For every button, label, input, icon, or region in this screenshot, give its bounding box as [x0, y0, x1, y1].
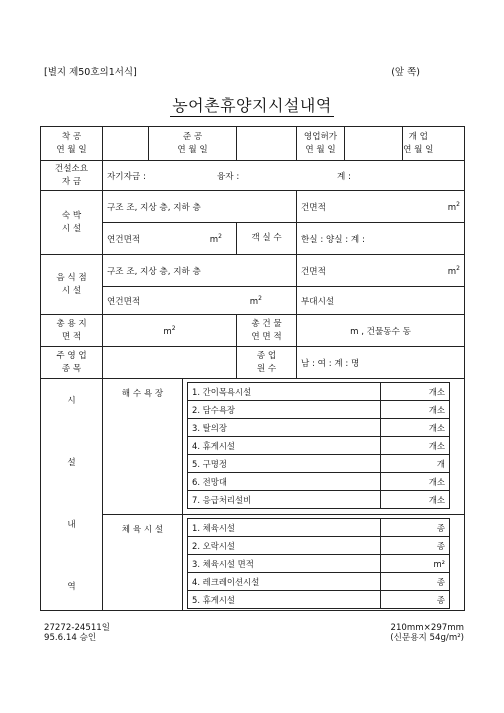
beach-item-name: 4. 휴게시설 [188, 437, 381, 455]
building-area-label: 총 건 물 연 면 적 [237, 315, 297, 347]
beach-item-unit: 개소 [381, 401, 450, 419]
employees-label: 종 업 원 수 [237, 347, 297, 379]
restaurant-label: 음 식 점 시 설 [41, 255, 103, 315]
beach-row[interactable] [188, 437, 450, 455]
funds-label: 건설소요 자 금 [41, 161, 103, 191]
completion-date-field[interactable] [237, 127, 297, 161]
open-date-cell[interactable] [403, 127, 465, 161]
main-business-field[interactable] [103, 347, 237, 379]
sports-item-unit: 종 [381, 573, 450, 591]
permit-date-field[interactable] [345, 127, 403, 161]
beach-item-name: 3. 탈의장 [188, 419, 381, 437]
sports-item-name: 4. 레크레이션시설 [188, 573, 381, 591]
completion-date-label: 준 공 연 월 일 [149, 127, 237, 161]
sports-item-unit: 종 [381, 537, 450, 555]
restaurant-building-area-field[interactable]: 건면적 $m^2$ [297, 255, 465, 287]
form-number: [별지 제50호의1서식] [44, 67, 137, 78]
restaurant-floor-area-field[interactable]: 연건면적 $m^2$ [103, 287, 297, 315]
site-area-field[interactable]: $m^2$ [103, 315, 237, 347]
sports-items [183, 515, 465, 611]
sports-label: 체 육 시 설 [103, 515, 183, 611]
main-business-label: 주 영 업 종 목 [41, 347, 103, 379]
sports-item-unit: 종 [381, 591, 450, 609]
sports-item-name: 1. 체육시설 [188, 519, 381, 537]
lodging-label: 숙 박 시 설 [41, 191, 103, 255]
funds-field[interactable] [103, 161, 465, 191]
paper-spec: 210mm×297mm (신문용지 54g/m²) [390, 623, 464, 644]
sports-row[interactable] [188, 555, 450, 573]
sports-item-name: 2. 오락시설 [188, 537, 381, 555]
sports-row[interactable] [188, 573, 450, 591]
funds-total-label: 계 : [337, 171, 351, 182]
beach-row[interactable] [188, 419, 450, 437]
lodging-floor-area-field[interactable]: 연건면적 $m^2$ [103, 223, 237, 255]
beach-item-unit: 개소 [381, 419, 450, 437]
restaurant-structure-field[interactable]: 구조 조, 지상 층, 지하 층 [103, 255, 297, 287]
auxiliary-facilities-field[interactable]: 부대시설 [297, 287, 465, 315]
employees-field[interactable]: 남 : 여 : 계 : 명 [297, 347, 465, 379]
beach-item-unit: 개소 [381, 437, 450, 455]
building-area-field[interactable]: m , 건물동수 동 [297, 315, 465, 347]
start-date-field[interactable] [103, 127, 149, 161]
beach-items [183, 379, 465, 515]
sports-row[interactable] [188, 537, 450, 555]
beach-item-unit: 개 [381, 455, 450, 473]
facility-form-table [40, 126, 465, 611]
page-side: (앞 쪽) [391, 67, 420, 78]
beach-row[interactable] [188, 473, 450, 491]
beach-item-name: 2. 담수욕장 [188, 401, 381, 419]
open-date-label: 개 업 연 월 일 [403, 132, 434, 155]
sports-row[interactable] [188, 519, 450, 537]
beach-item-unit: 개소 [381, 491, 450, 509]
room-types-field[interactable]: 한실 : 양실 : 계 : [297, 223, 465, 255]
beach-item-unit: 개소 [381, 473, 450, 491]
beach-item-unit: 개소 [381, 383, 450, 401]
sports-item-unit: 종 [381, 519, 450, 537]
start-date-label: 착 공 연 월 일 [41, 127, 103, 161]
loan-label: 융자 : [217, 171, 240, 182]
beach-item-name: 1. 간이목욕시설 [188, 383, 381, 401]
beach-row[interactable] [188, 401, 450, 419]
rooms-label: 객 실 수 [237, 223, 297, 255]
beach-row[interactable] [188, 383, 450, 401]
site-area-label: 총 용 지 면 적 [41, 315, 103, 347]
beach-item-name: 6. 전망대 [188, 473, 381, 491]
sports-item-name: 3. 체육시설 면적 [188, 555, 381, 573]
beach-item-name: 7. 응급처리설비 [188, 491, 381, 509]
own-funds-label: 자기자금 : [107, 171, 146, 182]
sports-row[interactable] [188, 591, 450, 609]
beach-item-name: 5. 구명정 [188, 455, 381, 473]
sports-item-unit: m² [381, 555, 450, 573]
beach-row[interactable] [188, 491, 450, 509]
lodging-building-area-field[interactable]: 건면적 $m^2$ [297, 191, 465, 223]
facility-details-label: 시 설 내 역 [41, 379, 103, 611]
beach-label: 해 수 욕 장 [103, 379, 183, 515]
beach-row[interactable] [188, 455, 450, 473]
form-code: 27272-24511일 95.6.14 승인 [44, 623, 111, 644]
lodging-structure-field[interactable]: 구조 조, 지상 층, 지하 층 [103, 191, 297, 223]
sports-item-name: 5. 휴게시설 [188, 591, 381, 609]
permit-date-label: 영업허가 연 월 일 [297, 127, 345, 161]
page-title: 농어촌휴양지시설내역 [172, 96, 332, 115]
